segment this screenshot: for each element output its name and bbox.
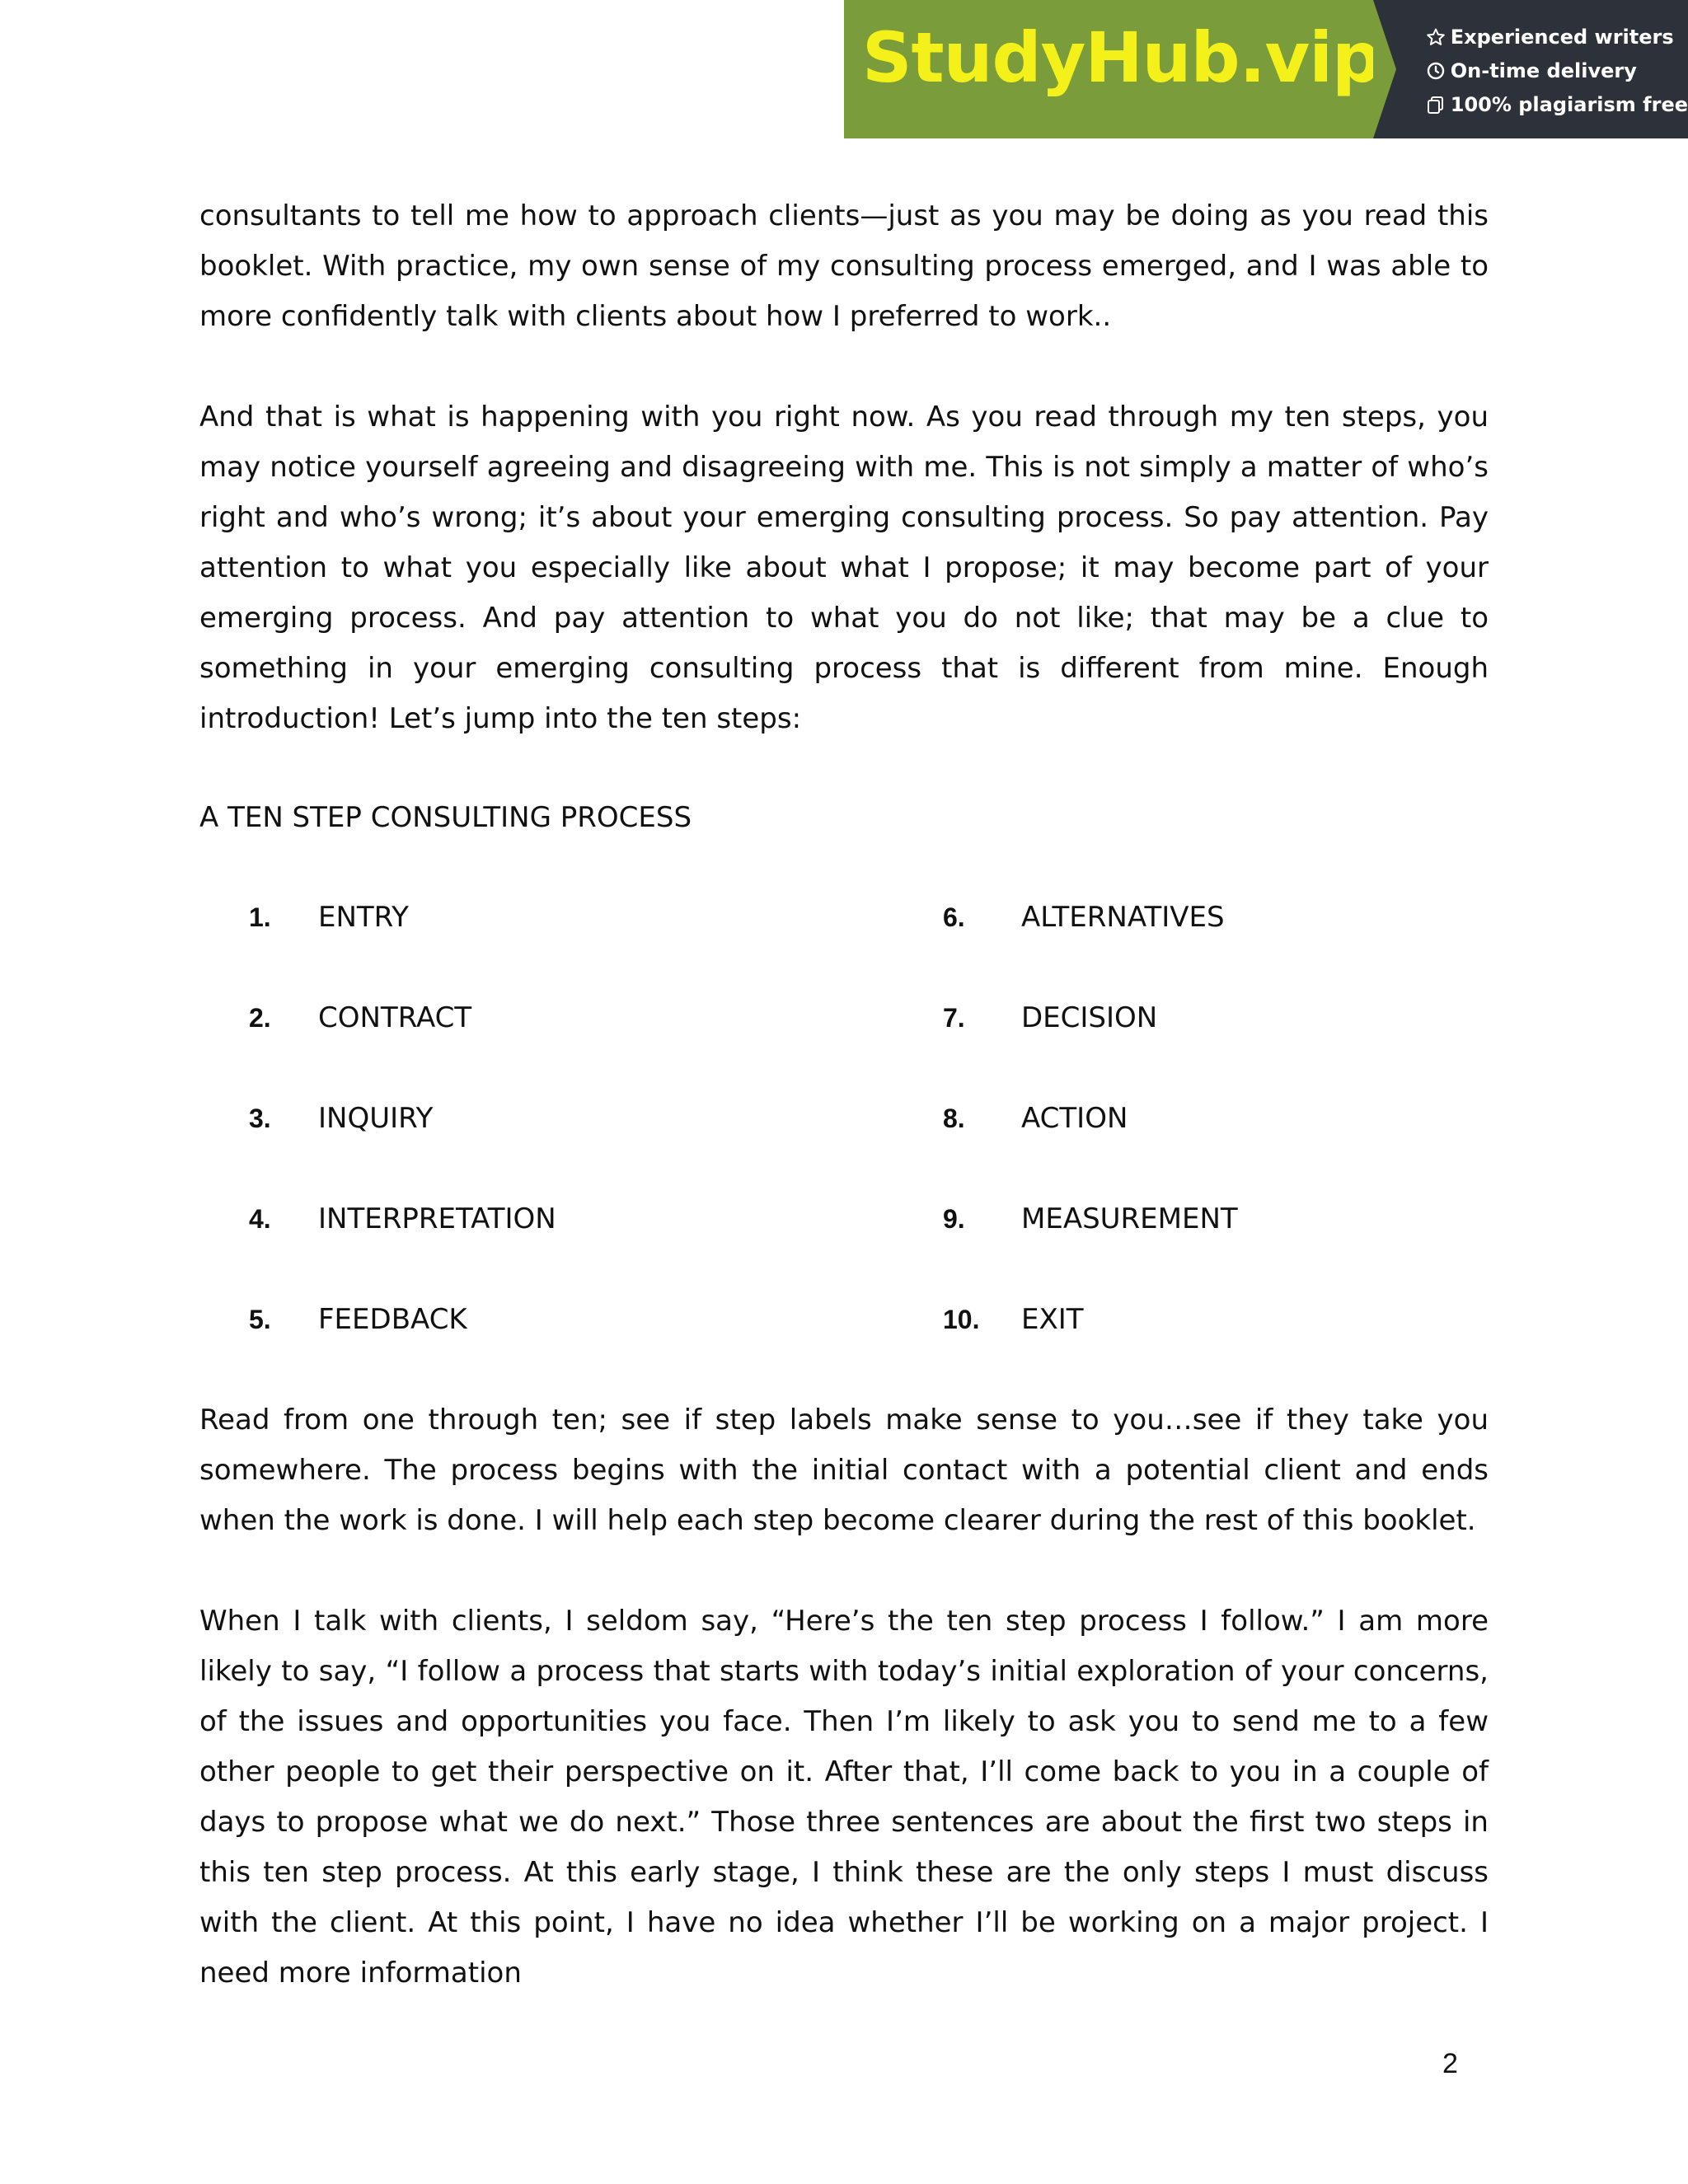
step-label: EXIT (1021, 1303, 1084, 1336)
logo-text: StudyHub.vip (862, 17, 1381, 98)
star-icon (1426, 27, 1446, 47)
paragraph: consultants to tell me how to approach clients—just as you may be doing as you read this booklet. With practice, my own sense of my consulting process emerged, and I was able to more confidently talk with clients about how I preferred to work.. (199, 199, 1489, 333)
step-item (943, 1194, 1238, 1295)
steps-list-right (943, 893, 1238, 1395)
step-item (249, 1194, 556, 1295)
step-number: 1. (249, 902, 271, 932)
step-label: FEEDBACK (318, 1303, 467, 1336)
feature-text: 100% plagiarism free (1450, 92, 1688, 116)
banner-logo[interactable] (844, 0, 1381, 138)
step-item (943, 893, 1238, 993)
step-item (249, 1094, 556, 1194)
step-item (943, 993, 1238, 1094)
steps-list-left (249, 893, 556, 1395)
paragraph: When I talk with clients, I seldom say, “Here’s the ten step process I follow.” I am more likely to say, “I follow a process that starts with today’s initial exploration of your concerns, of the issues and opportunities you face. Then I’m likely to ask you to send me to a few other people to get their perspective on it. After that, I’ll come back to you in a couple of days to propose what we do next.” Those three sentences are about the first two steps in this ten step process. At this early stage, I think these are the only steps I must discuss with the client. At this point, I have no idea whether I’ll be working on a major project. I need more information (199, 1605, 1489, 1990)
feature-plagiarism-free (1426, 87, 1688, 121)
page-number: 2 (1442, 2048, 1458, 2079)
clock-icon (1426, 61, 1446, 81)
paragraph: And that is what is happening with you right now. As you read through my ten steps, you may notice yourself agreeing and disagreeing with me. This is not simply a matter of who’s right and who’s wrong; it’s about your emerging consulting process. So pay attention. Pay attention to what you especially like about what I propose; it may become part of your emerging process. And pay attention to what you do not like; that may be a clue to something in your emerging consulting process that is different from mine. Enough introduction! Let’s jump into the ten steps: (199, 401, 1489, 735)
document-body-top (199, 191, 1489, 744)
studyhub-banner[interactable] (844, 0, 1688, 138)
feature-on-time-delivery (1426, 54, 1688, 87)
step-number: 3. (249, 1104, 271, 1133)
step-label: INTERPRETATION (318, 1202, 556, 1235)
paragraph: Read from one through ten; see if step labels make sense to you…see if they take you somewhere. The process begins with the initial contact with a potential client and ends when the work is done. I will help each step become clearer during the rest of this booklet. (199, 1404, 1489, 1537)
step-label: INQUIRY (318, 1102, 434, 1135)
feature-text: Experienced writers (1450, 25, 1674, 49)
step-label: ALTERNATIVES (1021, 901, 1225, 934)
step-label: ACTION (1021, 1102, 1128, 1135)
step-label: ENTRY (318, 901, 409, 934)
step-number: 6. (943, 902, 965, 932)
step-item (943, 1094, 1238, 1194)
step-number: 8. (943, 1104, 965, 1133)
step-number: 7. (943, 1003, 965, 1033)
step-label: CONTRACT (318, 1001, 472, 1034)
step-label: DECISION (1021, 1001, 1158, 1034)
step-item (249, 1295, 556, 1395)
step-item (249, 893, 556, 993)
step-number: 5. (249, 1305, 271, 1334)
step-number: 4. (249, 1204, 271, 1234)
banner-features (1373, 0, 1688, 138)
feature-text: On-time delivery (1450, 59, 1637, 82)
feature-experienced-writers (1426, 20, 1688, 54)
step-item (249, 993, 556, 1094)
document-body-bottom (199, 1395, 1489, 1999)
step-number: 9. (943, 1204, 965, 1234)
step-number: 10. (943, 1305, 980, 1334)
step-number: 2. (249, 1003, 271, 1033)
banner-arrow-shape (1373, 0, 1396, 138)
section-heading: A TEN STEP CONSULTING PROCESS (199, 801, 692, 834)
step-item (943, 1295, 1238, 1395)
step-label: MEASUREMENT (1021, 1202, 1238, 1235)
copy-icon (1426, 95, 1446, 115)
